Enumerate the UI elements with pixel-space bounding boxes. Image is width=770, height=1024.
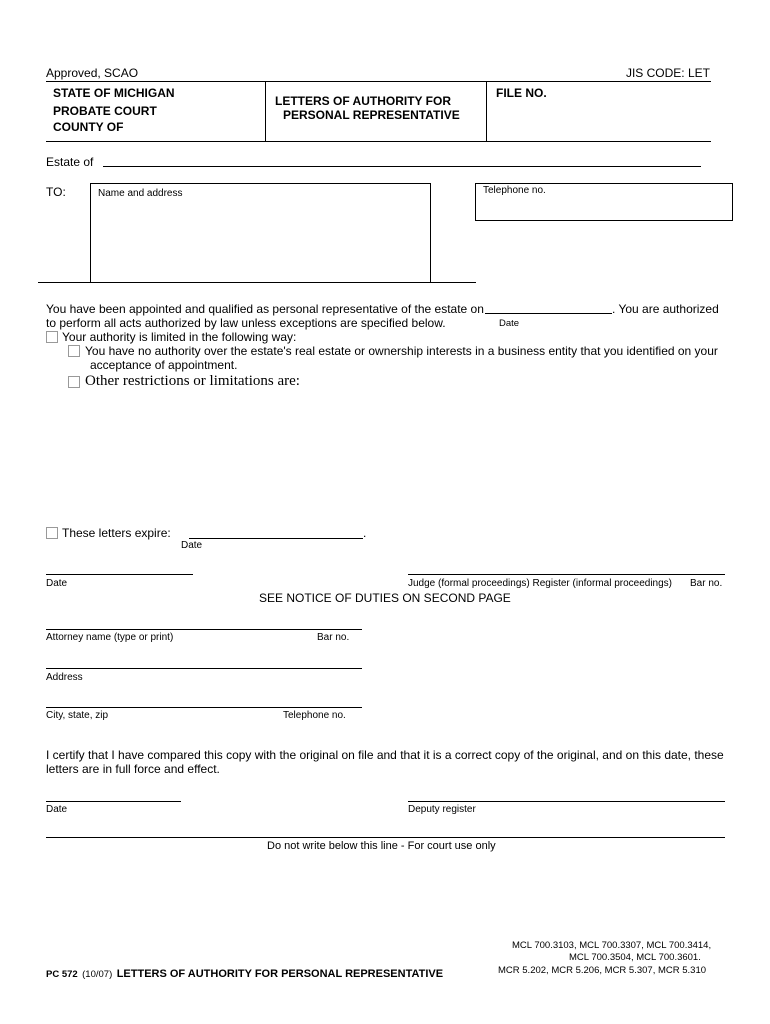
footer-form-id xyxy=(46,964,443,982)
header-divider-2 xyxy=(486,81,487,141)
attorney-city-field[interactable] xyxy=(46,707,362,708)
header-divider-1 xyxy=(265,81,266,141)
expire-date-label: Date xyxy=(181,540,203,551)
no-authority-checkbox[interactable] xyxy=(68,345,80,357)
expire-period: . xyxy=(363,526,367,540)
attorney-address-label: Address xyxy=(46,672,83,683)
county-label: COUNTY OF xyxy=(53,120,124,134)
estate-of-field[interactable] xyxy=(103,166,701,167)
approved-scao: Approved, SCAO xyxy=(46,66,139,80)
estate-of-label: Estate of xyxy=(46,155,94,169)
court-use-label: Do not write below this line - For court use only xyxy=(267,840,496,852)
notice-of-duties: SEE NOTICE OF DUTIES ON SECOND PAGE xyxy=(259,591,511,605)
name-address-label: Name and address xyxy=(98,188,183,199)
jis-code: JIS CODE: LET xyxy=(625,66,710,80)
attorney-name-field[interactable] xyxy=(46,629,362,630)
telephone-label: Telephone no. xyxy=(483,185,546,196)
state-label: STATE OF MICHIGAN xyxy=(53,86,175,100)
expire-checkbox[interactable] xyxy=(46,527,58,539)
expire-date-field[interactable] xyxy=(189,538,363,539)
attorney-bar-no-label: Bar no. xyxy=(317,632,350,643)
form-title-line2: PERSONAL REPRESENTATIVE xyxy=(283,108,460,122)
judge-label: Judge (formal proceedings) Register (informal proceedings) xyxy=(408,578,673,589)
citation-line1: MCL 700.3103, MCL 700.3307, MCL 700.3414, xyxy=(512,940,712,951)
deputy-register-field[interactable] xyxy=(408,801,725,802)
certify-date-field[interactable] xyxy=(46,801,181,802)
deputy-register-label: Deputy register xyxy=(408,804,476,815)
header-top-rule xyxy=(46,81,711,82)
appointment-date-field[interactable] xyxy=(485,313,612,314)
appointment-line2: to perform all acts authorized by law unless exceptions are specified below. xyxy=(46,316,446,330)
appointment-line1-end: . You are authorized xyxy=(612,302,719,316)
attorney-telephone-label: Telephone no. xyxy=(283,710,346,721)
certify-line2: letters are in full force and effect. xyxy=(46,762,220,776)
judge-bar-no-label: Bar no. xyxy=(690,578,723,589)
form-title-line1: LETTERS OF AUTHORITY FOR xyxy=(275,94,451,108)
certify-line1: I certify that I have compared this copy with the original on file and that it is a correct copy of the original, and on this date, these xyxy=(46,748,724,762)
attorney-address-field[interactable] xyxy=(46,668,362,669)
citation-line2: MCL 700.3504, MCL 700.3601. xyxy=(569,952,701,963)
attorney-name-label: Attorney name (type or print) xyxy=(46,632,174,643)
citation-line3: MCR 5.202, MCR 5.206, MCR 5.307, MCR 5.310 xyxy=(498,965,707,976)
file-no-label: FILE NO. xyxy=(496,86,547,100)
appointment-date-label: Date xyxy=(499,318,520,329)
signature-date-label: Date xyxy=(46,578,68,589)
court-use-rule xyxy=(46,837,725,838)
header-bottom-rule xyxy=(46,141,711,142)
no-authority-line1: You have no authority over the estate's real estate or ownership interests in a business entity that you identified on your xyxy=(85,344,718,358)
expire-label: These letters expire: xyxy=(62,526,171,540)
to-label: TO: xyxy=(46,185,66,199)
limited-label: Your authority is limited in the following way: xyxy=(62,330,297,344)
signature-date-field[interactable] xyxy=(46,574,193,575)
other-restrictions-checkbox[interactable] xyxy=(68,376,80,388)
attorney-city-label: City, state, zip xyxy=(46,710,109,721)
to-bottom-rule xyxy=(38,282,476,283)
form-number: PC 572 xyxy=(46,969,78,980)
other-restrictions-label: Other restrictions or limitations are: xyxy=(85,373,300,389)
certify-date-label: Date xyxy=(46,804,68,815)
judge-signature-field[interactable] xyxy=(408,574,725,575)
court-label: PROBATE COURT xyxy=(53,104,157,118)
limited-checkbox[interactable] xyxy=(46,331,58,343)
no-authority-line2: acceptance of appointment. xyxy=(90,358,238,372)
form-date: (10/07) xyxy=(82,969,113,980)
appointment-line1: You have been appointed and qualified as personal representative of the estate on xyxy=(46,302,484,316)
footer-form-title: LETTERS OF AUTHORITY FOR PERSONAL REPRESENTATIVE xyxy=(116,968,444,980)
